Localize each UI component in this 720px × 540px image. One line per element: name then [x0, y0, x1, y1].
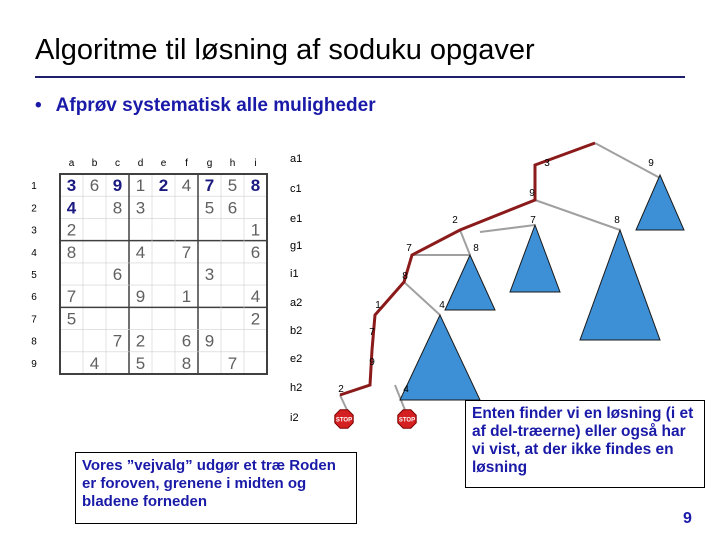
- tree-edge-label: 4: [403, 384, 409, 395]
- sudoku-given-digit: 6: [227, 198, 238, 218]
- sudoku-given-digit: 2: [250, 309, 261, 329]
- sudoku-col-label: i: [254, 158, 257, 169]
- sudoku-given-digit: 1: [135, 176, 146, 196]
- sudoku-given-digit: 4: [135, 242, 146, 262]
- tree-edge-label: 8: [614, 215, 620, 226]
- stop-sign-label: STOP: [398, 417, 416, 424]
- stop-sign-label: STOP: [335, 417, 353, 424]
- sudoku-given-digit: 3: [204, 265, 215, 284]
- tree-level-label: i1: [290, 268, 299, 280]
- sudoku-filled-digit: 4: [66, 198, 77, 218]
- tree-level-label: c1: [290, 183, 302, 195]
- page-number: 9: [683, 510, 692, 527]
- sudoku-col-label: e: [160, 158, 167, 169]
- sudoku-row-label: 3: [31, 225, 37, 237]
- tree-level-label: b2: [290, 325, 303, 337]
- sudoku-col-label: h: [229, 158, 236, 169]
- sudoku-filled-digit: 8: [250, 176, 261, 196]
- sudoku-col-label: d: [137, 158, 144, 169]
- sudoku-row-label: 5: [31, 270, 37, 281]
- tree-edge-label: 4: [439, 300, 445, 311]
- stop-sign-icon: [398, 410, 416, 428]
- sudoku-row-label: 8: [31, 336, 37, 348]
- sudoku-given-digit: 3: [135, 198, 146, 218]
- sudoku-given-digit: 1: [181, 287, 192, 307]
- tree-level-label: a2: [290, 297, 303, 309]
- sudoku-filled-digit: 3: [66, 176, 77, 196]
- sudoku-col-label: b: [91, 158, 98, 169]
- sudoku-given-digit: 4: [181, 176, 192, 196]
- sudoku-given-digit: 5: [135, 353, 146, 373]
- subtree-triangle: [510, 225, 560, 292]
- sudoku-given-digit: 2: [66, 220, 77, 240]
- sudoku-given-digit: 4: [250, 287, 261, 307]
- sudoku-row-label: 1: [31, 181, 37, 193]
- tree-level-label: i2: [290, 412, 299, 424]
- subtree-triangle: [636, 175, 684, 230]
- sudoku-row-label: 4: [31, 247, 37, 259]
- tree-edge: [404, 282, 440, 315]
- sudoku-given-digit: 4: [89, 353, 100, 373]
- tree-edge-label: 2: [338, 384, 344, 395]
- tree-level-label: h2: [290, 382, 303, 394]
- tree-edge-label: 1: [375, 300, 381, 311]
- sudoku-given-digit: 7: [227, 353, 238, 373]
- sudoku-given-digit: 7: [181, 242, 192, 262]
- tree-edge-label: 3: [544, 158, 550, 169]
- tree-level-label: e1: [290, 213, 303, 225]
- sudoku-given-digit: 8: [66, 242, 77, 262]
- bullet-text: Afprøv systematisk alle muligheder: [55, 95, 376, 116]
- tree-level-label: e2: [290, 353, 303, 365]
- tree-edge-label: 8: [473, 243, 479, 254]
- slide-title: Algoritme til løsning af soduku opgaver: [35, 34, 535, 66]
- sudoku-filled-digit: 2: [158, 176, 169, 196]
- sudoku-filled-digit: 7: [204, 176, 215, 196]
- sudoku-row-label: 7: [31, 314, 37, 326]
- sudoku-col-label: a: [68, 158, 75, 169]
- sudoku-col-label: g: [206, 158, 213, 169]
- sudoku-given-digit: 6: [181, 331, 192, 351]
- sudoku-given-digit: 5: [204, 198, 215, 218]
- tree-edge-label: 2: [452, 215, 458, 226]
- tree-edge-label: 8: [402, 271, 408, 282]
- sudoku-given-digit: 6: [250, 242, 261, 262]
- subtree-triangle: [580, 230, 660, 340]
- tree-edge-label: 9: [648, 158, 654, 169]
- sudoku-given-digit: 1: [250, 220, 261, 240]
- tree-edge: [535, 200, 620, 230]
- sudoku-row-label: 2: [31, 203, 37, 215]
- sudoku-filled-digit: 9: [112, 176, 123, 196]
- sudoku-given-digit: 7: [112, 331, 123, 351]
- sudoku-given-digit: 2: [135, 331, 146, 351]
- tree-edge-label: 9: [529, 188, 535, 199]
- stop-sign-icon: [335, 410, 353, 428]
- tree-edge-label: 7: [530, 215, 536, 226]
- subtree-triangle: [400, 315, 480, 400]
- sudoku-given-digit: 8: [181, 353, 192, 373]
- sudoku-given-digit: 9: [204, 331, 215, 351]
- sudoku-row-label: 9: [31, 358, 37, 370]
- bullet-dot-icon: •: [35, 95, 42, 116]
- tree-level-label: a1: [290, 153, 303, 165]
- sudoku-given-digit: 9: [135, 287, 146, 307]
- tree-edge-label: 9: [369, 357, 375, 368]
- sudoku-given-digit: 5: [66, 309, 77, 329]
- sudoku-given-digit: 8: [112, 198, 123, 218]
- tree-edge: [340, 395, 347, 410]
- sudoku-given-digit: 6: [89, 176, 100, 196]
- tree-edge: [480, 225, 535, 232]
- sudoku-col-label: c: [115, 158, 120, 169]
- subtree-triangle: [445, 255, 495, 310]
- tree-edge-label: 7: [406, 243, 412, 254]
- tree-level-label: g1: [290, 240, 303, 252]
- sudoku-given-digit: 5: [227, 176, 238, 196]
- tree-edge-label: 7: [369, 327, 375, 338]
- sudoku-given-digit: 6: [112, 265, 123, 284]
- conclusion-box: Enten finder vi en løsning (i et af del-træerne) eller også har vi vist, at der ikke findes en løsning: [465, 400, 705, 488]
- sudoku-col-label: f: [185, 158, 188, 169]
- sudoku-row-label: 6: [31, 292, 37, 304]
- tree-explanation-box: Vores ”vejvalg” udgør et træ Roden er foroven, grenene i midten og bladene forneden: [75, 452, 357, 524]
- sudoku-given-digit: 7: [66, 287, 77, 307]
- subtrees: [400, 175, 684, 400]
- tree-edge: [460, 230, 470, 255]
